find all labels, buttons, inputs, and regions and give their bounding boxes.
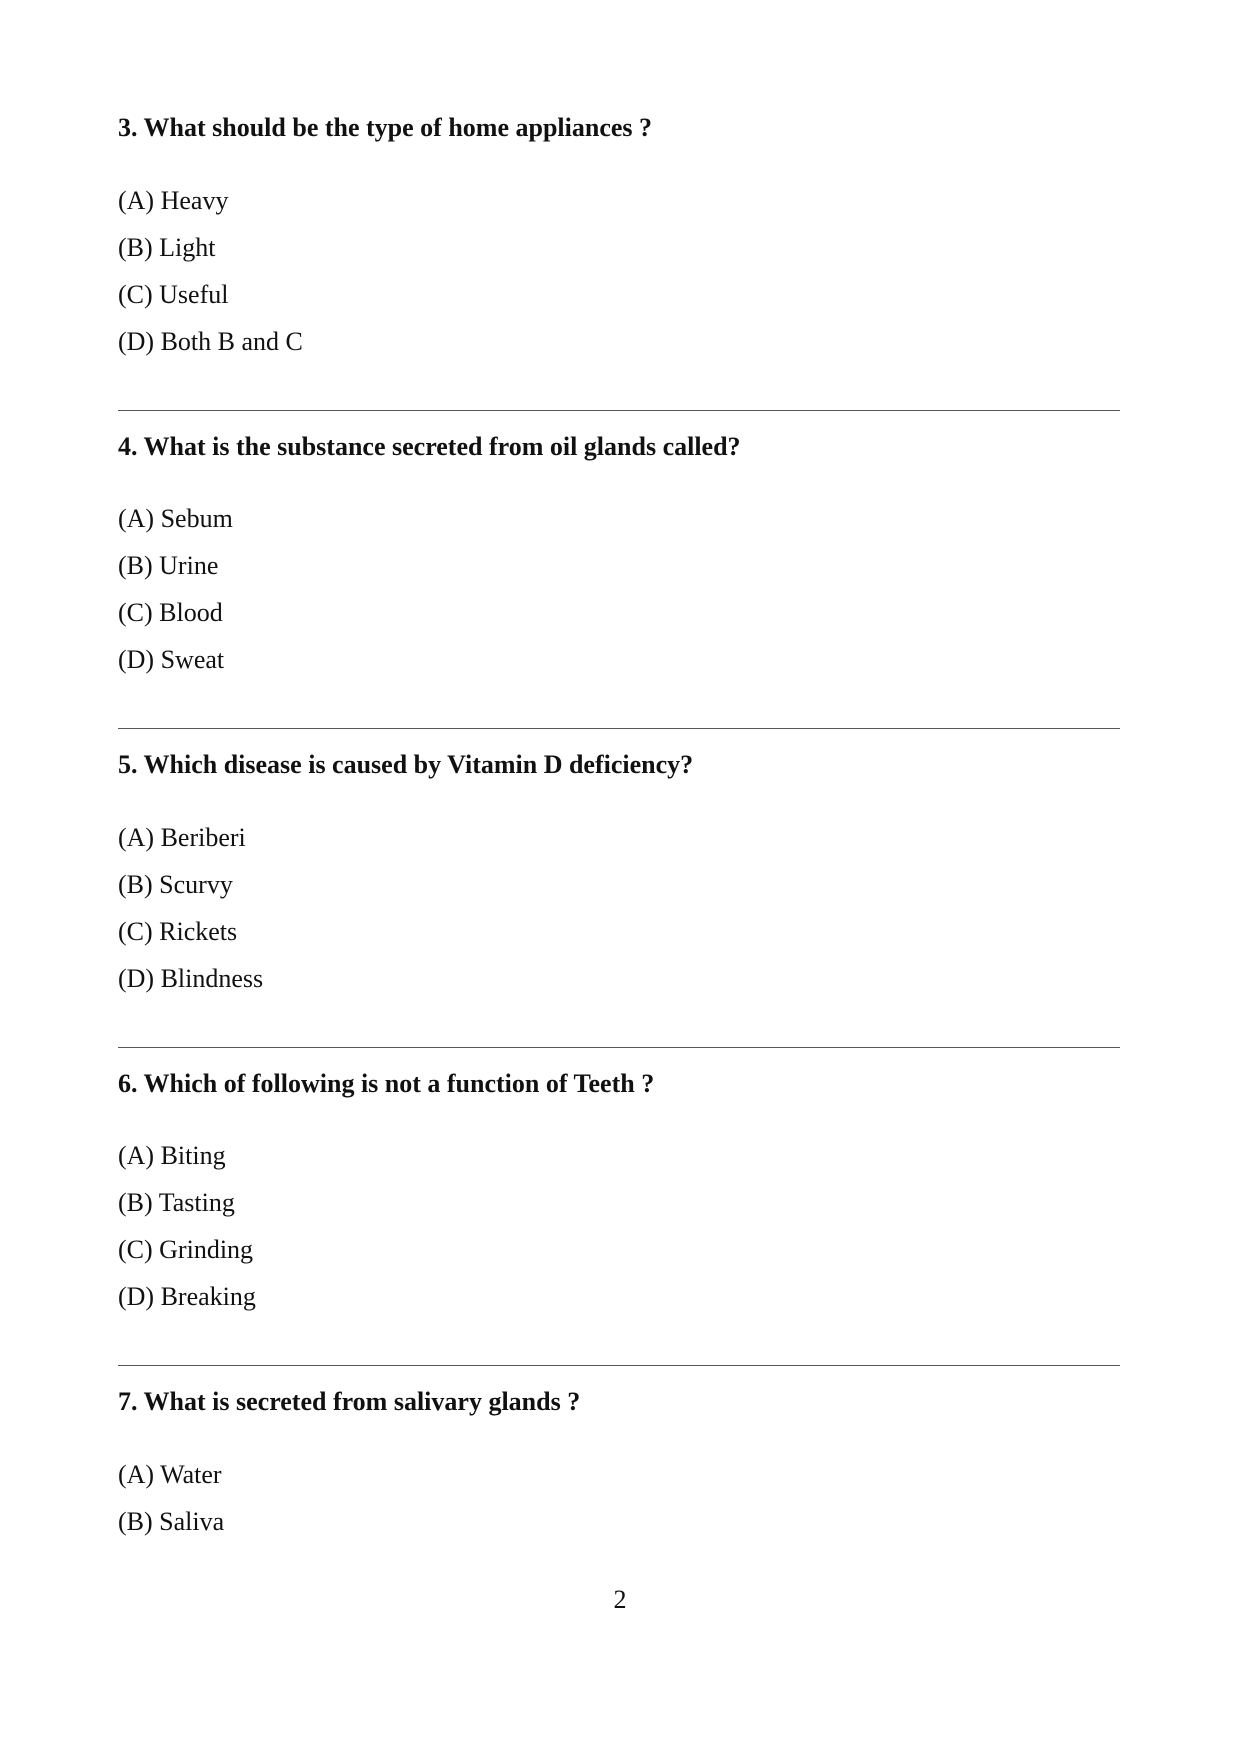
question-block — [118, 112, 1120, 411]
question-list — [118, 112, 1120, 1545]
option: (D) Both B and C — [118, 326, 303, 356]
option: (C) Useful — [118, 279, 229, 309]
option: (B) Urine — [118, 551, 219, 580]
option: (B) Scurvy — [118, 869, 233, 899]
option: (B) Saliva — [118, 1506, 225, 1536]
divider — [118, 410, 1120, 411]
option: (C) Rickets — [118, 916, 238, 946]
option: (A) Biting — [118, 1141, 226, 1170]
option: (A) Water — [118, 1459, 222, 1489]
question-text: 6. Which of following is not a function of Teeth ? — [118, 1068, 655, 1098]
option: (A) Sebum — [118, 504, 233, 533]
question-block — [118, 1386, 1120, 1545]
option: (A) Heavy — [118, 185, 229, 215]
option: (A) Beriberi — [118, 822, 246, 852]
question-text: 4. What is the substance secreted from oil glands called? — [118, 431, 741, 461]
question-text: 5. Which disease is caused by Vitamin D deficiency? — [118, 750, 694, 779]
divider — [118, 1047, 1120, 1048]
option: (B) Tasting — [118, 1188, 235, 1217]
option: (B) Light — [118, 232, 216, 262]
divider — [118, 1365, 1120, 1366]
option: (D) Blindness — [118, 963, 264, 993]
question-text: 3. What should be the type of home appliances ? — [118, 113, 653, 142]
page-number: 2 — [613, 1585, 627, 1614]
question-block — [118, 431, 1120, 730]
option: (D) Breaking — [118, 1282, 256, 1311]
option: (C) Blood — [118, 598, 223, 627]
question-block — [118, 1068, 1120, 1367]
option: (C) Grinding — [118, 1235, 254, 1264]
question-text: 7. What is secreted from salivary glands ? — [118, 1387, 581, 1416]
divider — [118, 728, 1120, 729]
option: (D) Sweat — [118, 645, 225, 674]
question-block — [118, 749, 1120, 1048]
